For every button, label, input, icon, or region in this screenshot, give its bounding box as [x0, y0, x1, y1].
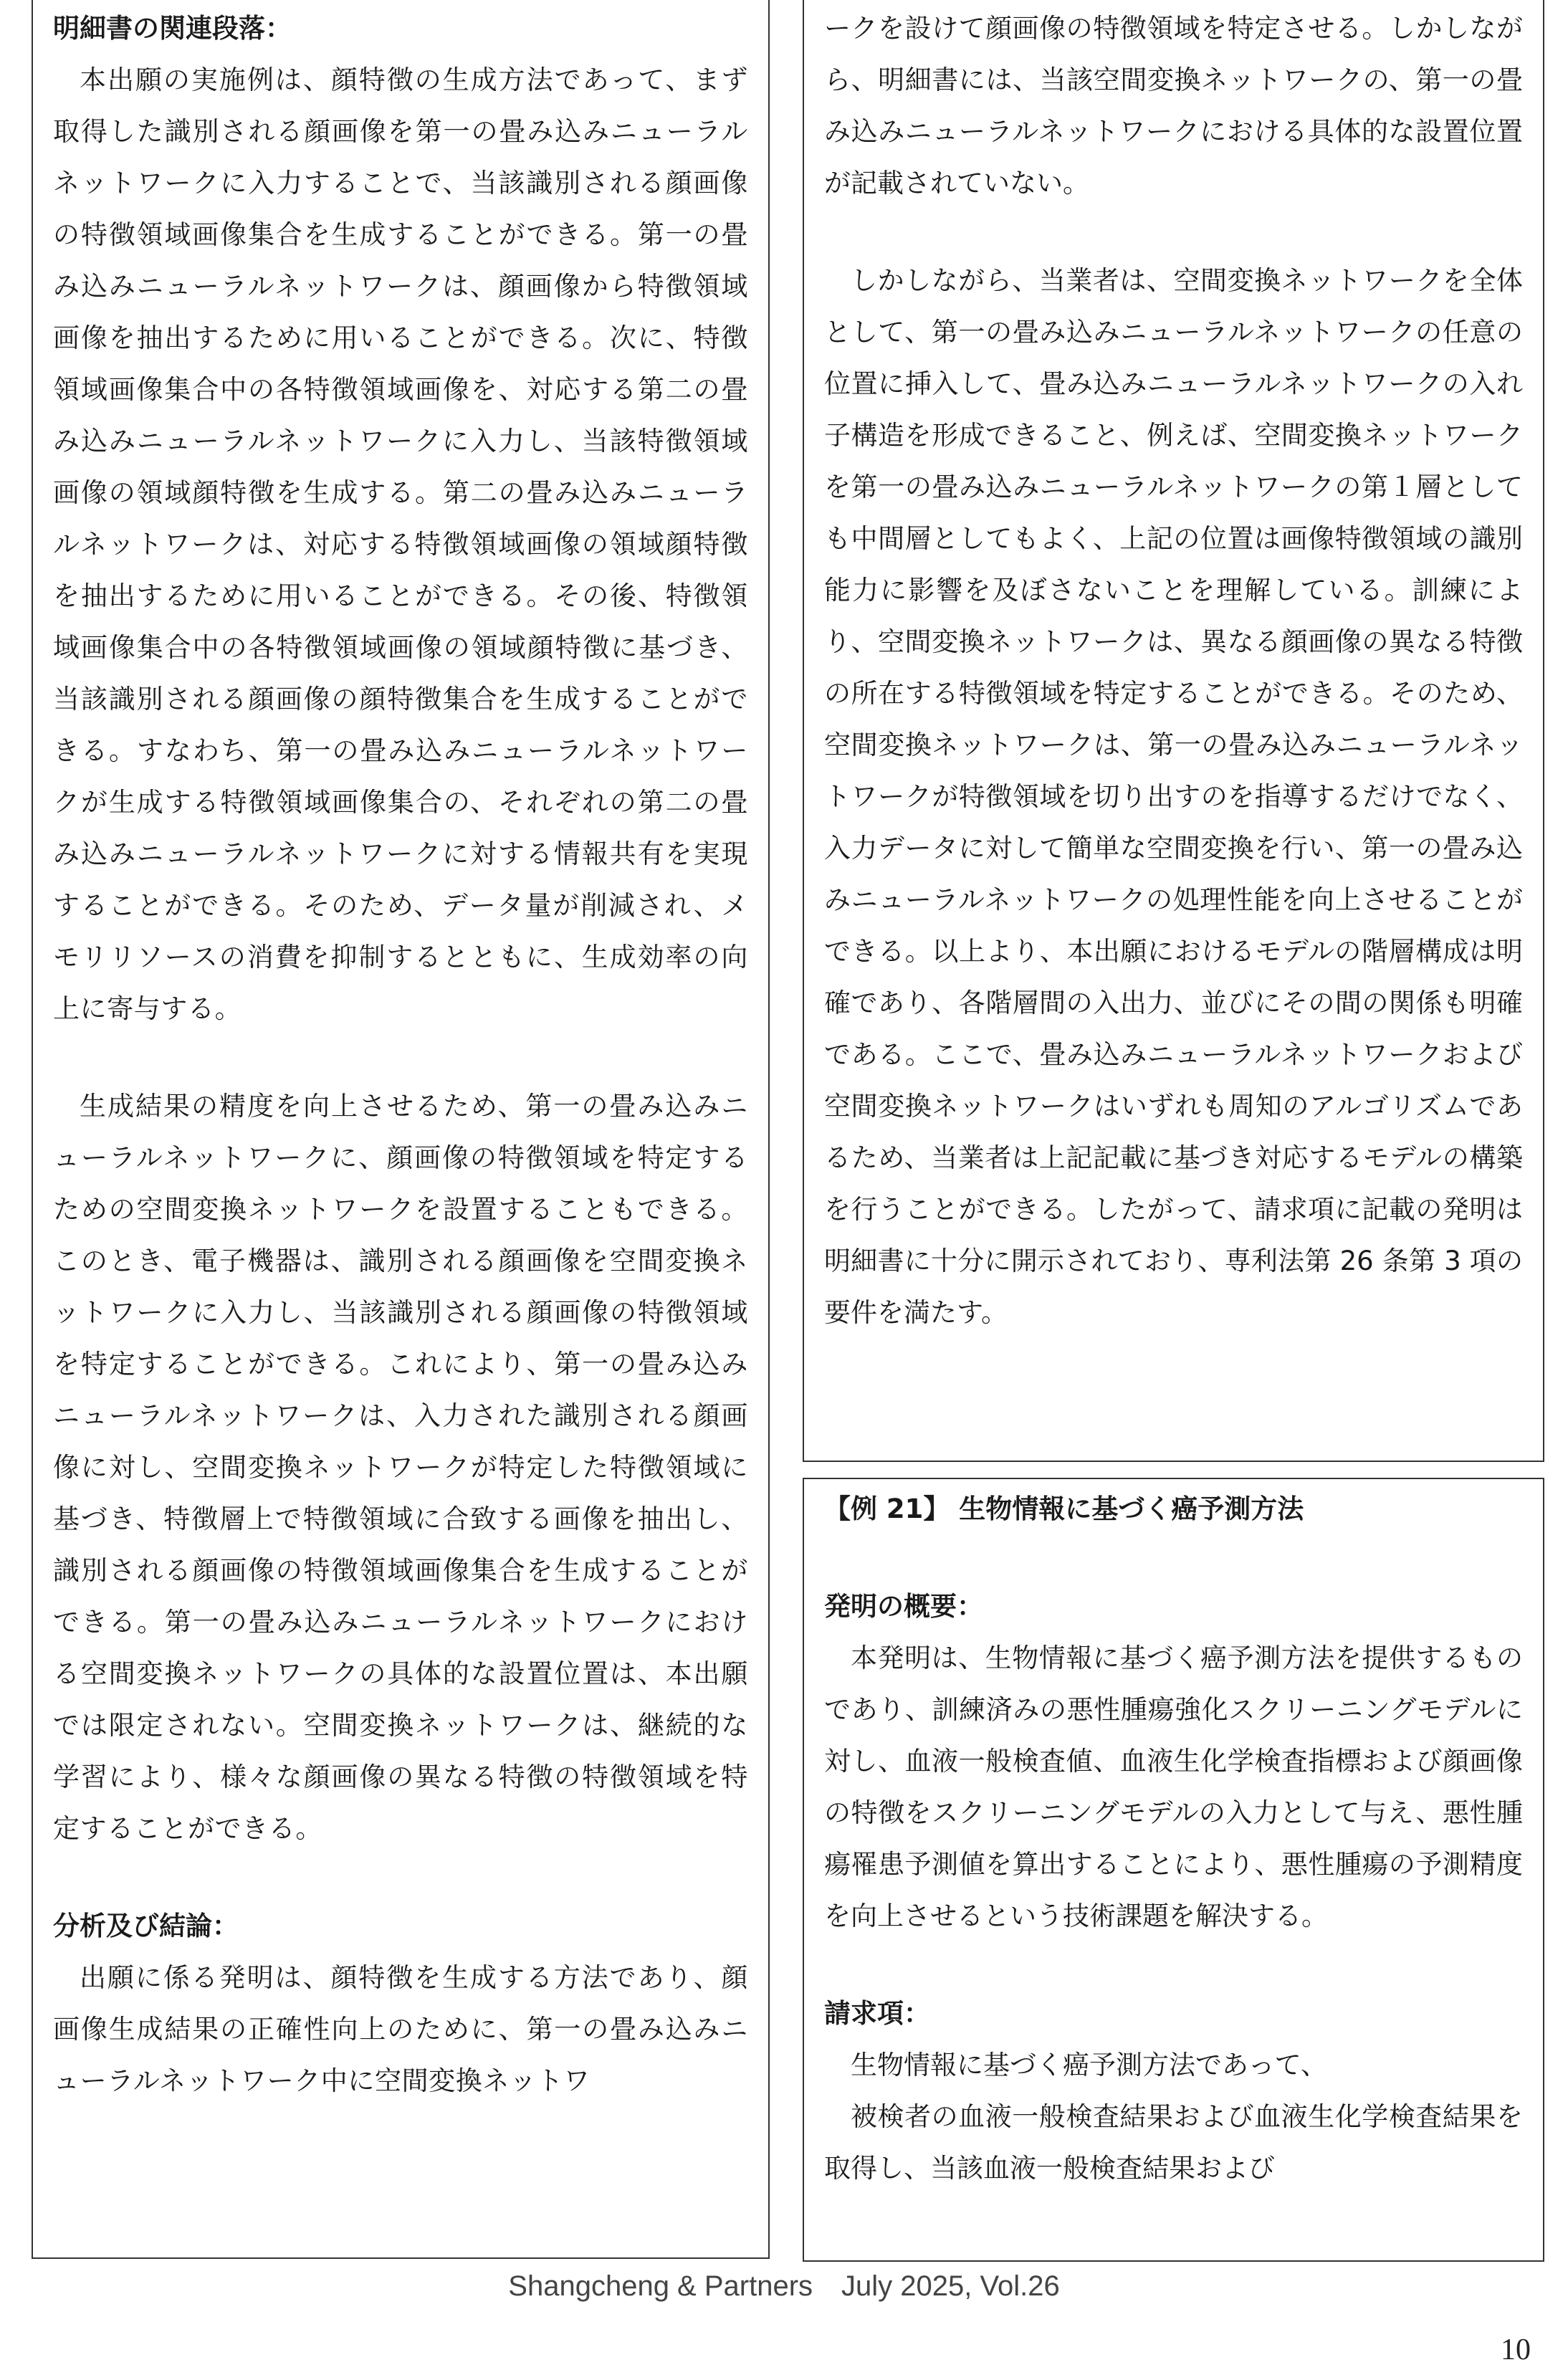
body-paragraph: 本発明は、生物情報に基づく癌予測方法を提供するものであり、訓練済みの悪性腫瘍強化スクリーニングモデルに対し、血液一般検査値、血液生化学検査指標および顔画像の特徴をスクリーニングモデルの入力として与え、悪性腫瘍罹患予測値を算出することにより、悪性腫瘍の予測精度を向上させるという技術課題を解決する。 [824, 1643, 1523, 1931]
body-paragraph: ークを設けて顔画像の特徴領域を特定させる。しかしながら、明細書には、当該空間変換ネットワークの、第一の畳み込みニューラルネットワークにおける具体的な設置位置が記載されていない。 [824, 13, 1523, 199]
claim-line: 被検者の血液一般検査結果および血液生化学検査結果を取得し、当該血液一般検査結果および [824, 2101, 1523, 2184]
example-21-box [803, 1478, 1544, 2262]
right-column-top-box [803, 0, 1544, 1462]
section-heading-summary: 発明の概要： [824, 1591, 983, 1622]
body-paragraph: 生成結果の精度を向上させるため、第一の畳み込みニューラルネットワークに、顔画像の特徴領域を特定するための空間変換ネットワークを設置することもできる。このとき、電子機器は、識別される顔画像を空間変換ネットワークに入力し、当該識別される顔画像の特徴領域を特定することができる。これにより、第一の畳み込みニューラルネットワークは、入力された識別される顔画像に対し、空間変換ネットワークが特定した特徴領域に基づき、特徴層上で特徴領域に合致する画像を抽出し、識別される顔画像の特徴領域画像集合を生成することができる。第一の畳み込みニューラルネットワークにおける空間変換ネットワークの具体的な設置位置は、本出願では限定されない。空間変換ネットワークは、継続的な学習により、様々な顔画像の異なる特徴の特徴領域を特定することができる。 [53, 1091, 748, 1844]
claim-line: 生物情報に基づく癌予測方法であって、 [851, 2050, 1327, 2080]
body-paragraph: 本出願の実施例は、顔特徴の生成方法であって、まず取得した識別される顔画像を第一の畳み込みニューラルネットワークに入力することで、当該識別される顔画像の特徴領域画像集合を生成することができる。第一の畳み込みニューラルネットワークは、顔画像から特徴領域画像を抽出するために用いることができる。次に、特徴領域画像集合中の各特徴領域画像を、対応する第二の畳み込みニューラルネットワークに入力し、当該特徴領域画像の領域顔特徴を生成する。第二の畳み込みニューラルネットワークは、対応する特徴領域画像の領域顔特徴を抽出するために用いることができる。その後、特徴領域画像集合中の各特徴領域画像の領域顔特徴に基づき、当該識別される顔画像の顔特徴集合を生成することができる。すなわち、第一の畳み込みニューラルネットワークが生成する特徴領域画像集合の、それぞれの第二の畳み込みニューラルネットワークに対する情報共有を実現することができる。そのため、データ量が削減され、メモリリソースの消費を抑制するとともに、生成効率の向上に寄与する。 [53, 64, 748, 1024]
example-title: 【例 21】 生物情報に基づく癌予測方法 [824, 1494, 1304, 1524]
footer-publication: Shangcheng & Partners July 2025, Vol.26 [508, 2270, 1060, 2302]
left-column-box [32, 0, 770, 2259]
section-heading-related-paragraphs: 明細書の関連段落： [53, 13, 292, 44]
page-number: 10 [1501, 2333, 1531, 2366]
section-heading-claims: 請求項： [824, 1998, 930, 2029]
section-heading-analysis: 分析及び結論： [53, 1911, 239, 1941]
body-paragraph: しかしながら、当業者は、空間変換ネットワークを全体として、第一の畳み込みニューラルネットワークの任意の位置に挿入して、畳み込みニューラルネットワークの入れ子構造を形成できること、例えば、空間変換ネットワークを第一の畳み込みニューラルネットワークの第１層としても中間層としてもよく、上記の位置は画像特徴領域の識別能力に影響を及ぼさないことを理解している。訓練により、空間変換ネットワークは、異なる顔画像の異なる特徴の所在する特徴領域を特定することができる。そのため、空間変換ネットワークは、第一の畳み込みニューラルネットワークが特徴領域を切り出すのを指導するだけでなく、入力データに対して簡単な空間変換を行い、第一の畳み込みニューラルネットワークの処理性能を向上させることができる。以上より、本出願におけるモデルの階層構成は明確であり、各階層間の入出力、並びにその間の関係も明確である。ここで、畳み込みニューラルネットワークおよび空間変換ネットワークはいずれも周知のアルゴリズムであるため、当業者は上記記載に基づき対応するモデルの構築を行うことができる。したがって、請求項に記載の発明は明細書に十分に開示されており、専利法第 26 条第 3 項の要件を満たす。 [824, 265, 1523, 1328]
body-paragraph: 出願に係る発明は、顔特徴を生成する方法であり、顔画像生成結果の正確性向上のために、第一の畳み込みニューラルネットワーク中に空間変換ネットワ [53, 1962, 748, 2096]
